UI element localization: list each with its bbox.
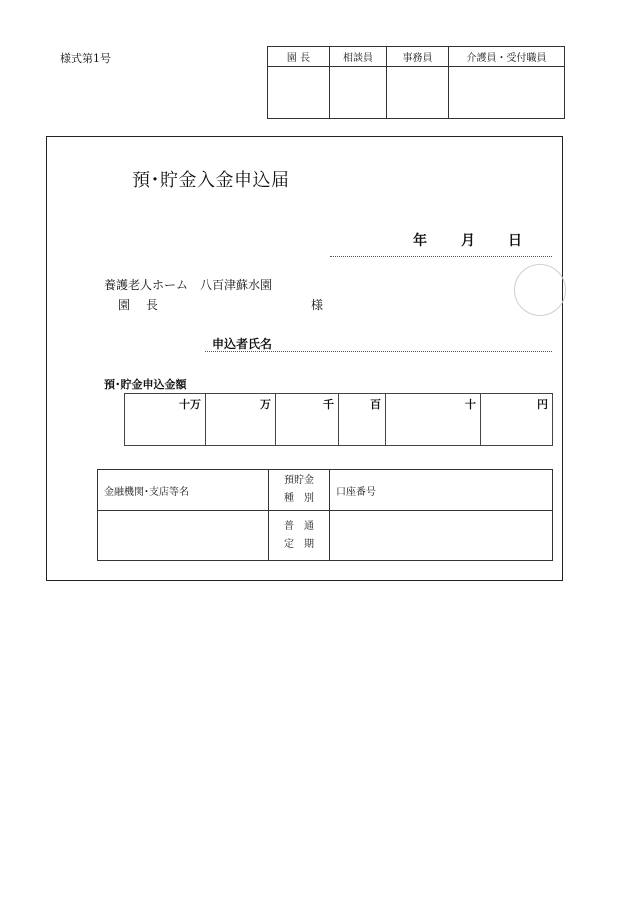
date-day-label: 日 [508,233,522,249]
amount-cell-ten-thousand[interactable]: 万 [206,394,276,446]
account-number-label: 口座番号 [330,470,553,511]
form-number: 様式第1号 [60,52,111,65]
stamp-cell-caregiver[interactable] [449,67,565,119]
applicant-name-label: 申込者氏名 [212,337,273,351]
amount-label: 預･貯金申込金額 [104,378,187,391]
amount-table [124,393,553,446]
amount-cell-yen[interactable]: 円 [481,394,553,446]
deposit-type-label-1: 預貯金 [284,475,314,486]
seal-circle [514,264,566,316]
stamp-header-director: 園 長 [268,47,330,67]
account-number-value-cell[interactable] [330,511,553,561]
amount-cell-thousand[interactable]: 千 [276,394,339,446]
deposit-type-options[interactable] [269,511,330,561]
stamp-cell-clerk[interactable] [387,67,449,119]
deposit-type-header [269,470,330,511]
deposit-type-fixed[interactable]: 定 期 [284,538,314,550]
institution-value-cell[interactable] [98,511,269,561]
date-year-label: 年 [413,233,427,249]
deposit-type-label-2: 種 別 [284,493,314,504]
form-title: 預･貯金入金申込届 [132,170,290,191]
stamp-header-clerk: 事務員 [387,47,449,67]
stamp-header-counselor: 相談員 [330,47,387,67]
date-line[interactable] [330,256,552,257]
date-month-label: 月 [461,233,475,249]
addressee-honorific: 様 [311,298,324,312]
addressee-facility: 養護老人ホーム 八百津蘇水園 [104,278,273,292]
amount-cell-hundred-thousand[interactable]: 十万 [125,394,206,446]
amount-cell-ten[interactable]: 十 [386,394,481,446]
addressee-chief: 園 長 [118,298,164,312]
institution-label: 金融機関･支店等名 [98,470,269,511]
stamp-cell-counselor[interactable] [330,67,387,119]
bank-table [97,469,553,561]
stamp-cell-director[interactable] [268,67,330,119]
amount-cell-hundred[interactable]: 百 [339,394,386,446]
deposit-type-ordinary[interactable]: 普 通 [284,520,314,532]
approval-stamp-table [267,46,565,119]
applicant-name-line[interactable] [205,351,552,352]
stamp-header-caregiver: 介護員・受付職員 [449,47,565,67]
